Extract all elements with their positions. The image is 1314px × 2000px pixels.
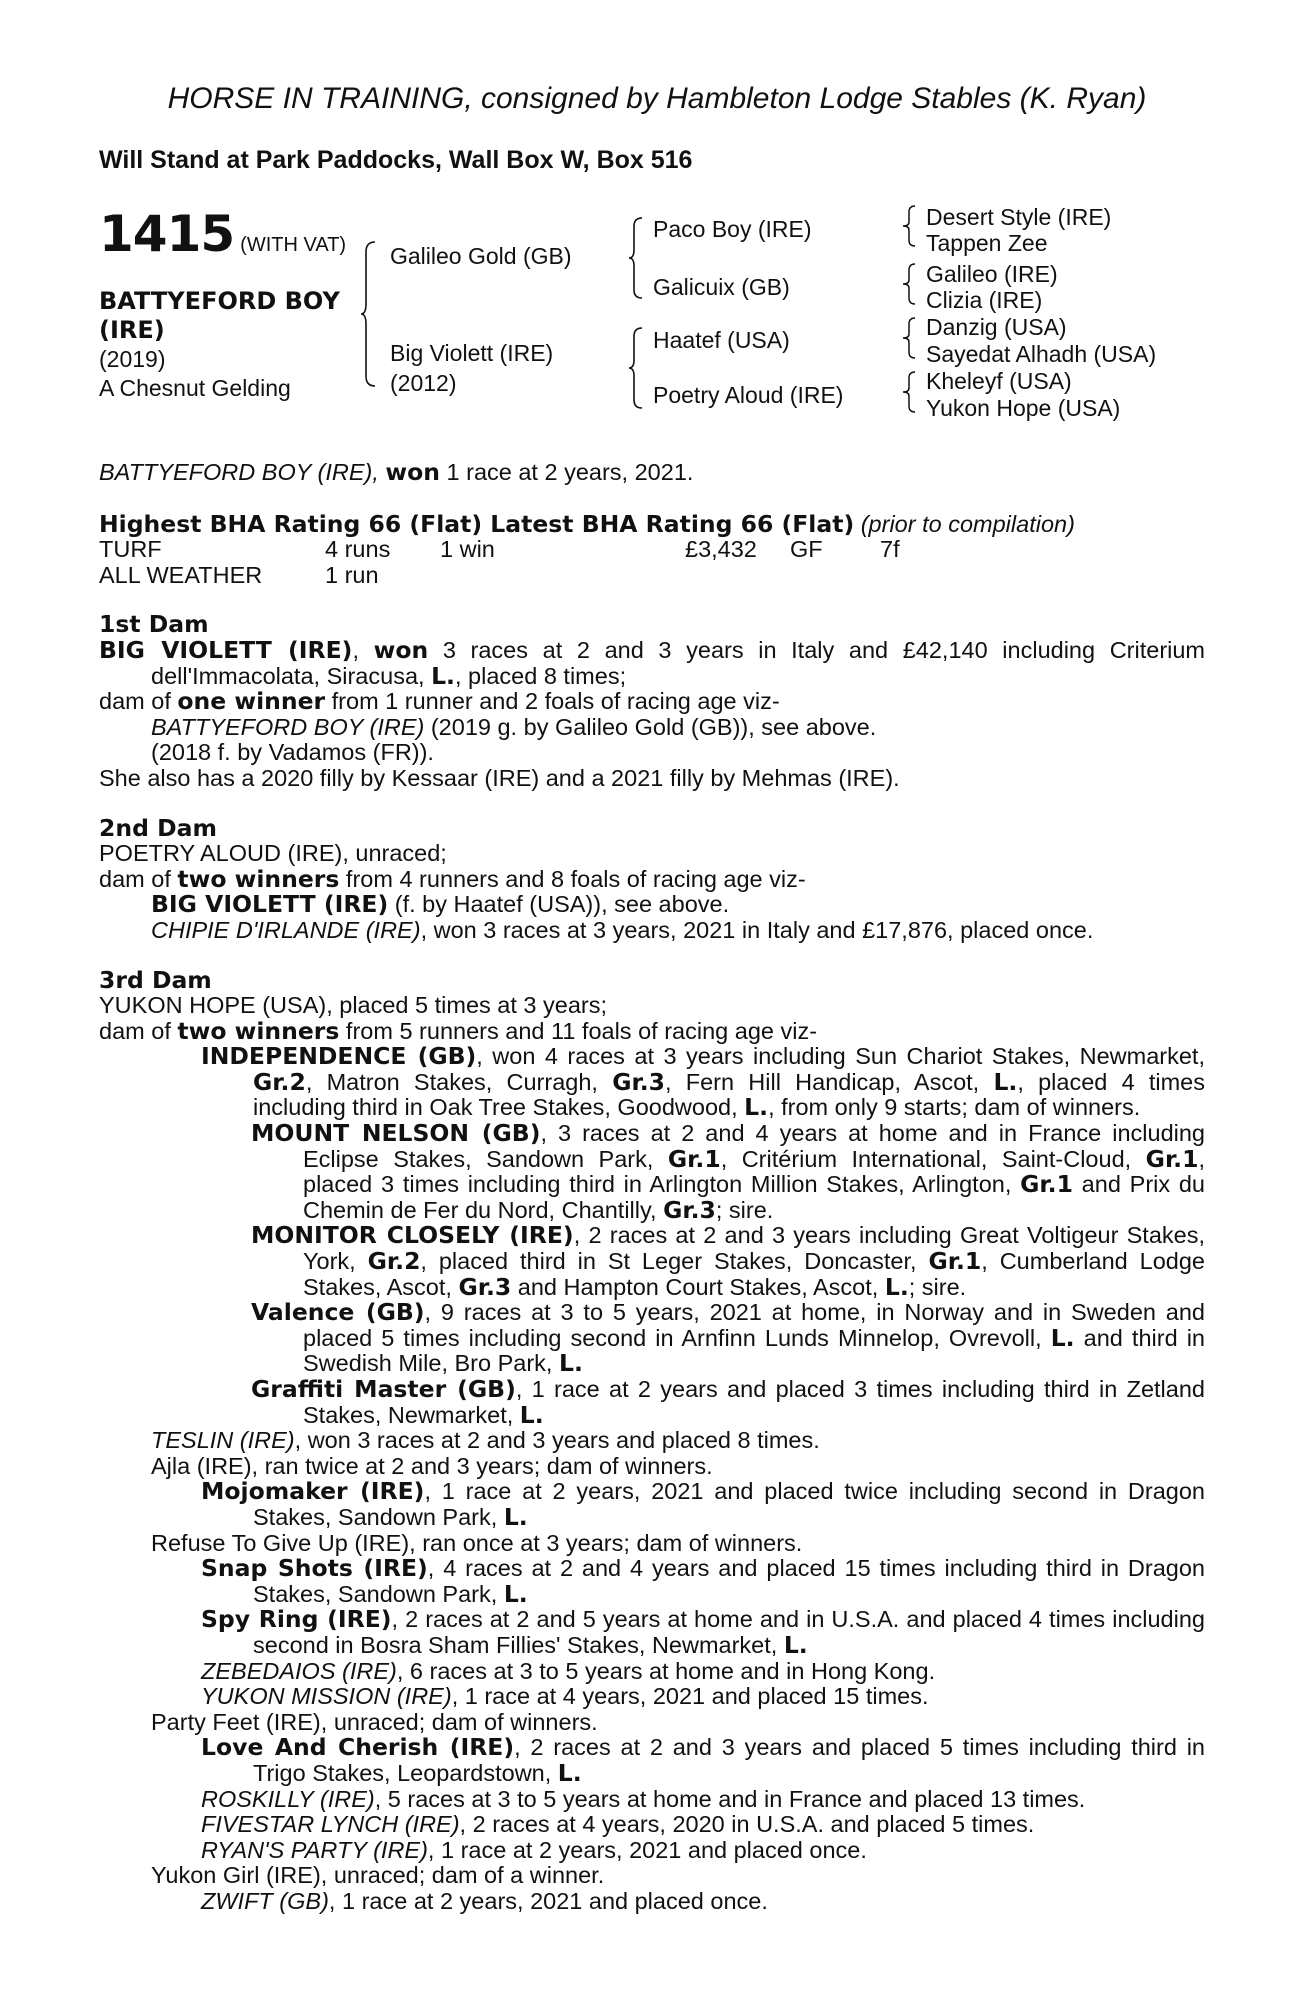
produce-item: Refuse To Give Up (IRE), ran once at 3 years; dam of winners.	[151, 1529, 803, 1556]
produce-name: BIG VIOLETT (IRE)	[151, 890, 389, 919]
listed-mark: L.	[503, 1502, 528, 1531]
listed-mark: L.	[519, 1400, 544, 1429]
second-dam-record: POETRY ALOUD (IRE), unraced;	[99, 840, 447, 867]
horse-info	[99, 287, 340, 403]
third-dam-heading: 3rd Dam	[99, 965, 212, 994]
produce-item	[99, 1607, 1205, 1658]
produce-text: , won 3 races at 2 and 3 years and placed 8 times.	[294, 1427, 820, 1454]
produce-item: Party Feet (IRE), unraced; dam of winners.	[151, 1708, 598, 1735]
dam-of-label: dam of	[99, 865, 178, 892]
produce-item: Ajla (IRE), ran twice at 2 and 3 years; dam of winners.	[151, 1452, 713, 1479]
turf-going: GF	[790, 536, 823, 563]
produce-name: ZEBEDAIOS (IRE)	[201, 1657, 397, 1684]
listed-mark: L.	[783, 1630, 808, 1659]
first-dam-produce	[99, 689, 1205, 715]
summary-text: 1 race at 2 years, 2021.	[439, 459, 694, 485]
pedigree-dam-year: (2012)	[390, 370, 457, 396]
pedigree-g3: Galileo (IRE)	[926, 261, 1058, 287]
pedigree-dam-dam: Poetry Aloud (IRE)	[653, 382, 844, 408]
listed-mark: L.	[431, 661, 455, 690]
first-dam-name: BIG VIOLETT (IRE)	[99, 635, 353, 664]
aw-label: ALL WEATHER	[99, 561, 263, 588]
produce-text: , 1 race at 2 years, 2021 and placed twice including second in Dragon Stakes, Sandown Park,	[253, 1478, 1205, 1530]
produce-item	[99, 1838, 1205, 1864]
lot-number	[99, 205, 346, 263]
produce-text: , Matron Stakes, Curragh,	[305, 1068, 613, 1095]
rating-label: Highest BHA Rating 66 (Flat) Latest BHA Rating 66 (Flat)	[99, 509, 855, 538]
horse-origin: (IRE)	[99, 316, 165, 344]
consignor-header: HORSE IN TRAINING, consigned by Hambleton Lodge Stables (K. Ryan)	[167, 82, 1147, 115]
produce-text: , won 4 races at 3 years including Sun Chariot Stakes, Newmarket,	[476, 1043, 1205, 1070]
pedigree-sire-dam: Galicuix (GB)	[653, 274, 790, 300]
produce-summary: from 1 runner and 2 foals of racing age viz-	[325, 688, 780, 715]
pedigree-dam-sire: Haatef (USA)	[653, 327, 790, 353]
first-dam-won: won	[373, 635, 429, 664]
produce-item	[99, 1684, 1205, 1710]
produce-item	[99, 1659, 1205, 1685]
winners-count: two winners	[177, 1016, 340, 1045]
produce-name: BATTYEFORD BOY (IRE)	[151, 713, 425, 740]
pedigree-g1: Desert Style (IRE)	[926, 204, 1112, 230]
produce-text: , placed 3 times including third in Arlington Million Stakes, Arlington,	[303, 1145, 1205, 1198]
third-dam-record: YUKON HOPE (USA), placed 5 times at 3 years;	[99, 992, 608, 1019]
lot-number-value: 1415	[99, 205, 235, 263]
pedigree-g5: Danzig (USA)	[926, 314, 1067, 340]
produce-summary: from 5 runners and 11 foals of racing age viz-	[339, 1017, 818, 1044]
produce-text: , 3 races at 2 and 4 years at home and in France including Eclipse Stakes, Sandown Park,	[303, 1120, 1206, 1172]
produce-text: (f. by Haatef (USA)), see above.	[388, 891, 730, 918]
produce-text: , from only 9 starts; dam of winners.	[768, 1094, 1141, 1121]
produce-name: Snap Shots (IRE)	[201, 1554, 428, 1583]
produce-text: , 5 races at 3 to 5 years at home and in France and placed 13 times.	[374, 1785, 1086, 1812]
produce-text: and third in Swedish Mile, Bro Park,	[303, 1324, 1205, 1377]
third-dam-produce	[99, 1016, 1205, 1045]
catalogue-body	[99, 460, 1205, 1914]
group-mark: Gr.1	[1020, 1170, 1073, 1199]
produce-text: , 2 races at 2 and 3 years and placed 5 times including third in Trigo Stakes, Leopardstown,	[253, 1734, 1205, 1786]
rating-note: (prior to compilation)	[860, 510, 1075, 537]
winners-count: one winner	[177, 687, 326, 716]
pedigree-sire: Galileo Gold (GB)	[390, 243, 572, 269]
produce-name: CHIPIE D'IRLANDE (IRE)	[151, 916, 421, 943]
pedigree-g2: Tappen Zee	[926, 230, 1048, 256]
turf-prize: £3,432	[685, 536, 757, 563]
group-mark: Gr.1	[928, 1247, 982, 1276]
produce-name: YUKON MISSION (IRE)	[201, 1683, 452, 1710]
produce-item	[99, 1889, 1205, 1915]
pedigree-g6: Sayedat Alhadh (USA)	[926, 341, 1157, 367]
produce-text: , Critérium International, Saint-Cloud,	[720, 1145, 1146, 1172]
listed-mark: L.	[993, 1067, 1018, 1096]
produce-summary: from 4 runners and 8 foals of racing age viz-	[339, 865, 806, 892]
produce-name: INDEPENDENCE (GB)	[201, 1042, 477, 1071]
pedigree-brace-sire	[628, 216, 646, 300]
aw-runs: 1 run	[325, 561, 379, 588]
listed-mark: L.	[1050, 1323, 1075, 1352]
produce-text: , 2 races at 2 and 3 years including Great Voltigeur Stakes, York,	[303, 1222, 1206, 1275]
lot-vat-note: (WITH VAT)	[240, 234, 347, 256]
produce-name: ZWIFT (GB)	[201, 1887, 329, 1914]
pedigree-g8: Yukon Hope (USA)	[926, 395, 1121, 421]
group-mark: Gr.1	[667, 1144, 721, 1173]
produce-text: , 6 races at 3 to 5 years at home and in Hong Kong.	[396, 1657, 936, 1684]
listed-mark: L.	[558, 1349, 583, 1378]
group-mark: Gr.1	[1145, 1144, 1199, 1173]
produce-text: , 2 races at 4 years, 2020 in U.S.A. and placed 5 times.	[459, 1811, 1035, 1838]
produce-text: , 2 races at 2 and 5 years at home and in U.S.A. and placed 4 times including second in Bosra Sham Fillies' Stakes, Newmarket,	[253, 1606, 1205, 1658]
pedigree-brace-g4	[902, 370, 918, 414]
horse-year: (2019)	[99, 346, 166, 372]
turf-record	[99, 537, 1205, 563]
produce-item	[99, 1556, 1205, 1607]
pedigree-brace-g1	[902, 204, 918, 248]
produce-item	[99, 1428, 1205, 1454]
listed-mark: L.	[557, 1758, 582, 1787]
bha-rating	[99, 509, 1205, 538]
summary-horse-name: BATTYEFORD BOY (IRE),	[99, 459, 379, 485]
pedigree-g7: Kheleyf (USA)	[926, 368, 1072, 394]
group-mark: Gr.3	[458, 1272, 512, 1301]
produce-name: Valence (GB)	[251, 1298, 425, 1327]
turf-distance: 7f	[880, 536, 900, 563]
second-dam-heading: 2nd Dam	[99, 813, 217, 842]
produce-item: Yukon Girl (IRE), unraced; dam of a winner.	[151, 1862, 605, 1889]
listed-mark: L.	[503, 1579, 528, 1608]
produce-item: (2018 f. by Vadamos (FR)).	[151, 739, 434, 766]
produce-name: ROSKILLY (IRE)	[201, 1785, 375, 1812]
turf-wins: 1 win	[440, 536, 495, 563]
second-dam-produce	[99, 864, 1205, 893]
produce-item	[99, 918, 1205, 944]
produce-text: , 1 race at 4 years, 2021 and placed 15 times.	[451, 1683, 929, 1710]
dam-of-label: dam of	[99, 1017, 178, 1044]
produce-item	[99, 1377, 1205, 1428]
produce-text: and Prix du Chemin de Fer du Nord, Chantilly,	[303, 1171, 1205, 1223]
produce-name: Mojomaker (IRE)	[201, 1477, 425, 1506]
group-mark: Gr.3	[663, 1195, 716, 1224]
pedigree-brace-main	[360, 240, 380, 388]
produce-text: , placed third in St Leger Stakes, Doncaster,	[420, 1248, 929, 1275]
produce-text: , placed 4 times including third in Oak Tree Stakes, Goodwood,	[253, 1068, 1206, 1121]
horse-description: A Chesnut Gelding	[99, 375, 291, 401]
all-weather-record	[99, 563, 1205, 589]
turf-label: TURF	[99, 536, 162, 563]
produce-name: Love And Cherish (IRE)	[201, 1733, 515, 1762]
group-mark: Gr.2	[253, 1067, 306, 1096]
produce-item	[99, 1300, 1205, 1377]
first-dam-text: 3 races at 2 and 3 years in Italy and £42,140 including Criterium dell'Immacolata, Siracusa,	[151, 636, 1206, 689]
pedigree-g4: Clizia (IRE)	[926, 287, 1043, 313]
produce-item	[99, 1812, 1205, 1838]
produce-text: , 1 race at 2 years, 2021 and placed once.	[427, 1836, 867, 1863]
race-summary	[99, 460, 1205, 486]
produce-text: , 1 race at 2 years and placed 3 times including third in Zetland Stakes, Newmarket,	[303, 1376, 1205, 1428]
first-dam-also: She also has a 2020 filly by Kessaar (IRE) and a 2021 filly by Mehmas (IRE).	[99, 764, 900, 791]
group-mark: Gr.3	[612, 1067, 665, 1096]
produce-item	[99, 1044, 1205, 1121]
listed-mark: L.	[744, 1093, 769, 1122]
produce-name: Spy Ring (IRE)	[201, 1605, 392, 1634]
produce-text: , 1 race at 2 years, 2021 and placed once.	[328, 1887, 768, 1914]
produce-text: ; sire.	[908, 1273, 967, 1300]
dam-of-label: dam of	[99, 688, 178, 715]
produce-item	[99, 715, 1205, 741]
pedigree-brace-dam	[628, 326, 646, 410]
listed-mark: L.	[884, 1272, 909, 1301]
produce-item	[99, 1787, 1205, 1813]
produce-name: FIVESTAR LYNCH (IRE)	[201, 1811, 460, 1838]
summary-won: won	[385, 458, 440, 486]
winners-count: two winners	[177, 864, 340, 893]
group-mark: Gr.2	[367, 1247, 421, 1276]
first-dam-heading: 1st Dam	[99, 610, 209, 639]
produce-text: , 9 races at 3 to 5 years, 2021 at home, in Norway and in Sweden and placed 5 times including second in Arnfinn Lunds Minnelop, Ovrevoll,	[303, 1299, 1205, 1351]
produce-name: TESLIN (IRE)	[151, 1427, 295, 1454]
first-dam-text-2: , placed 8 times;	[454, 662, 627, 689]
produce-name: Graffiti Master (GB)	[251, 1375, 516, 1403]
produce-item	[99, 1121, 1205, 1223]
produce-name: RYAN'S PARTY (IRE)	[201, 1836, 428, 1863]
produce-text: , Fern Hill Handicap, Ascot,	[665, 1068, 994, 1095]
produce-name: MOUNT NELSON (GB)	[251, 1119, 541, 1148]
pedigree-sire-sire: Paco Boy (IRE)	[653, 216, 812, 242]
produce-item	[99, 1479, 1205, 1530]
pedigree-dam: Big Violett (IRE)	[390, 340, 554, 366]
first-dam-record: BIG VIOLETT (IRE), won 3 races at 2 and 3 years in Italy and £42,140 including Criterium dell'Immacolata, Siracusa, L., placed 8 times;	[99, 635, 1206, 690]
pedigree-brace-g3	[902, 316, 918, 360]
produce-item	[99, 1735, 1205, 1786]
produce-text: and Hampton Court Stakes, Ascot,	[511, 1273, 885, 1300]
produce-text: (2019 g. by Galileo Gold (GB)), see above.	[424, 713, 877, 740]
produce-name: MONITOR CLOSELY (IRE)	[251, 1221, 574, 1250]
produce-item	[99, 1223, 1205, 1300]
stand-location: Will Stand at Park Paddocks, Wall Box W, Box 516	[99, 146, 693, 174]
pedigree-brace-g2	[902, 262, 918, 306]
produce-text: , 4 races at 2 and 4 years and placed 15 times including third in Dragon Stakes, Sandown Park,	[253, 1555, 1206, 1607]
turf-runs: 4 runs	[325, 536, 391, 563]
produce-text: , Cumberland Lodge Stakes, Ascot,	[303, 1248, 1205, 1300]
produce-text: ; sire.	[715, 1196, 774, 1223]
produce-text: , won 3 races at 3 years, 2021 in Italy and £17,876, placed once.	[420, 916, 1094, 943]
horse-name: BATTYEFORD BOY	[99, 287, 340, 315]
produce-item	[99, 892, 1205, 918]
